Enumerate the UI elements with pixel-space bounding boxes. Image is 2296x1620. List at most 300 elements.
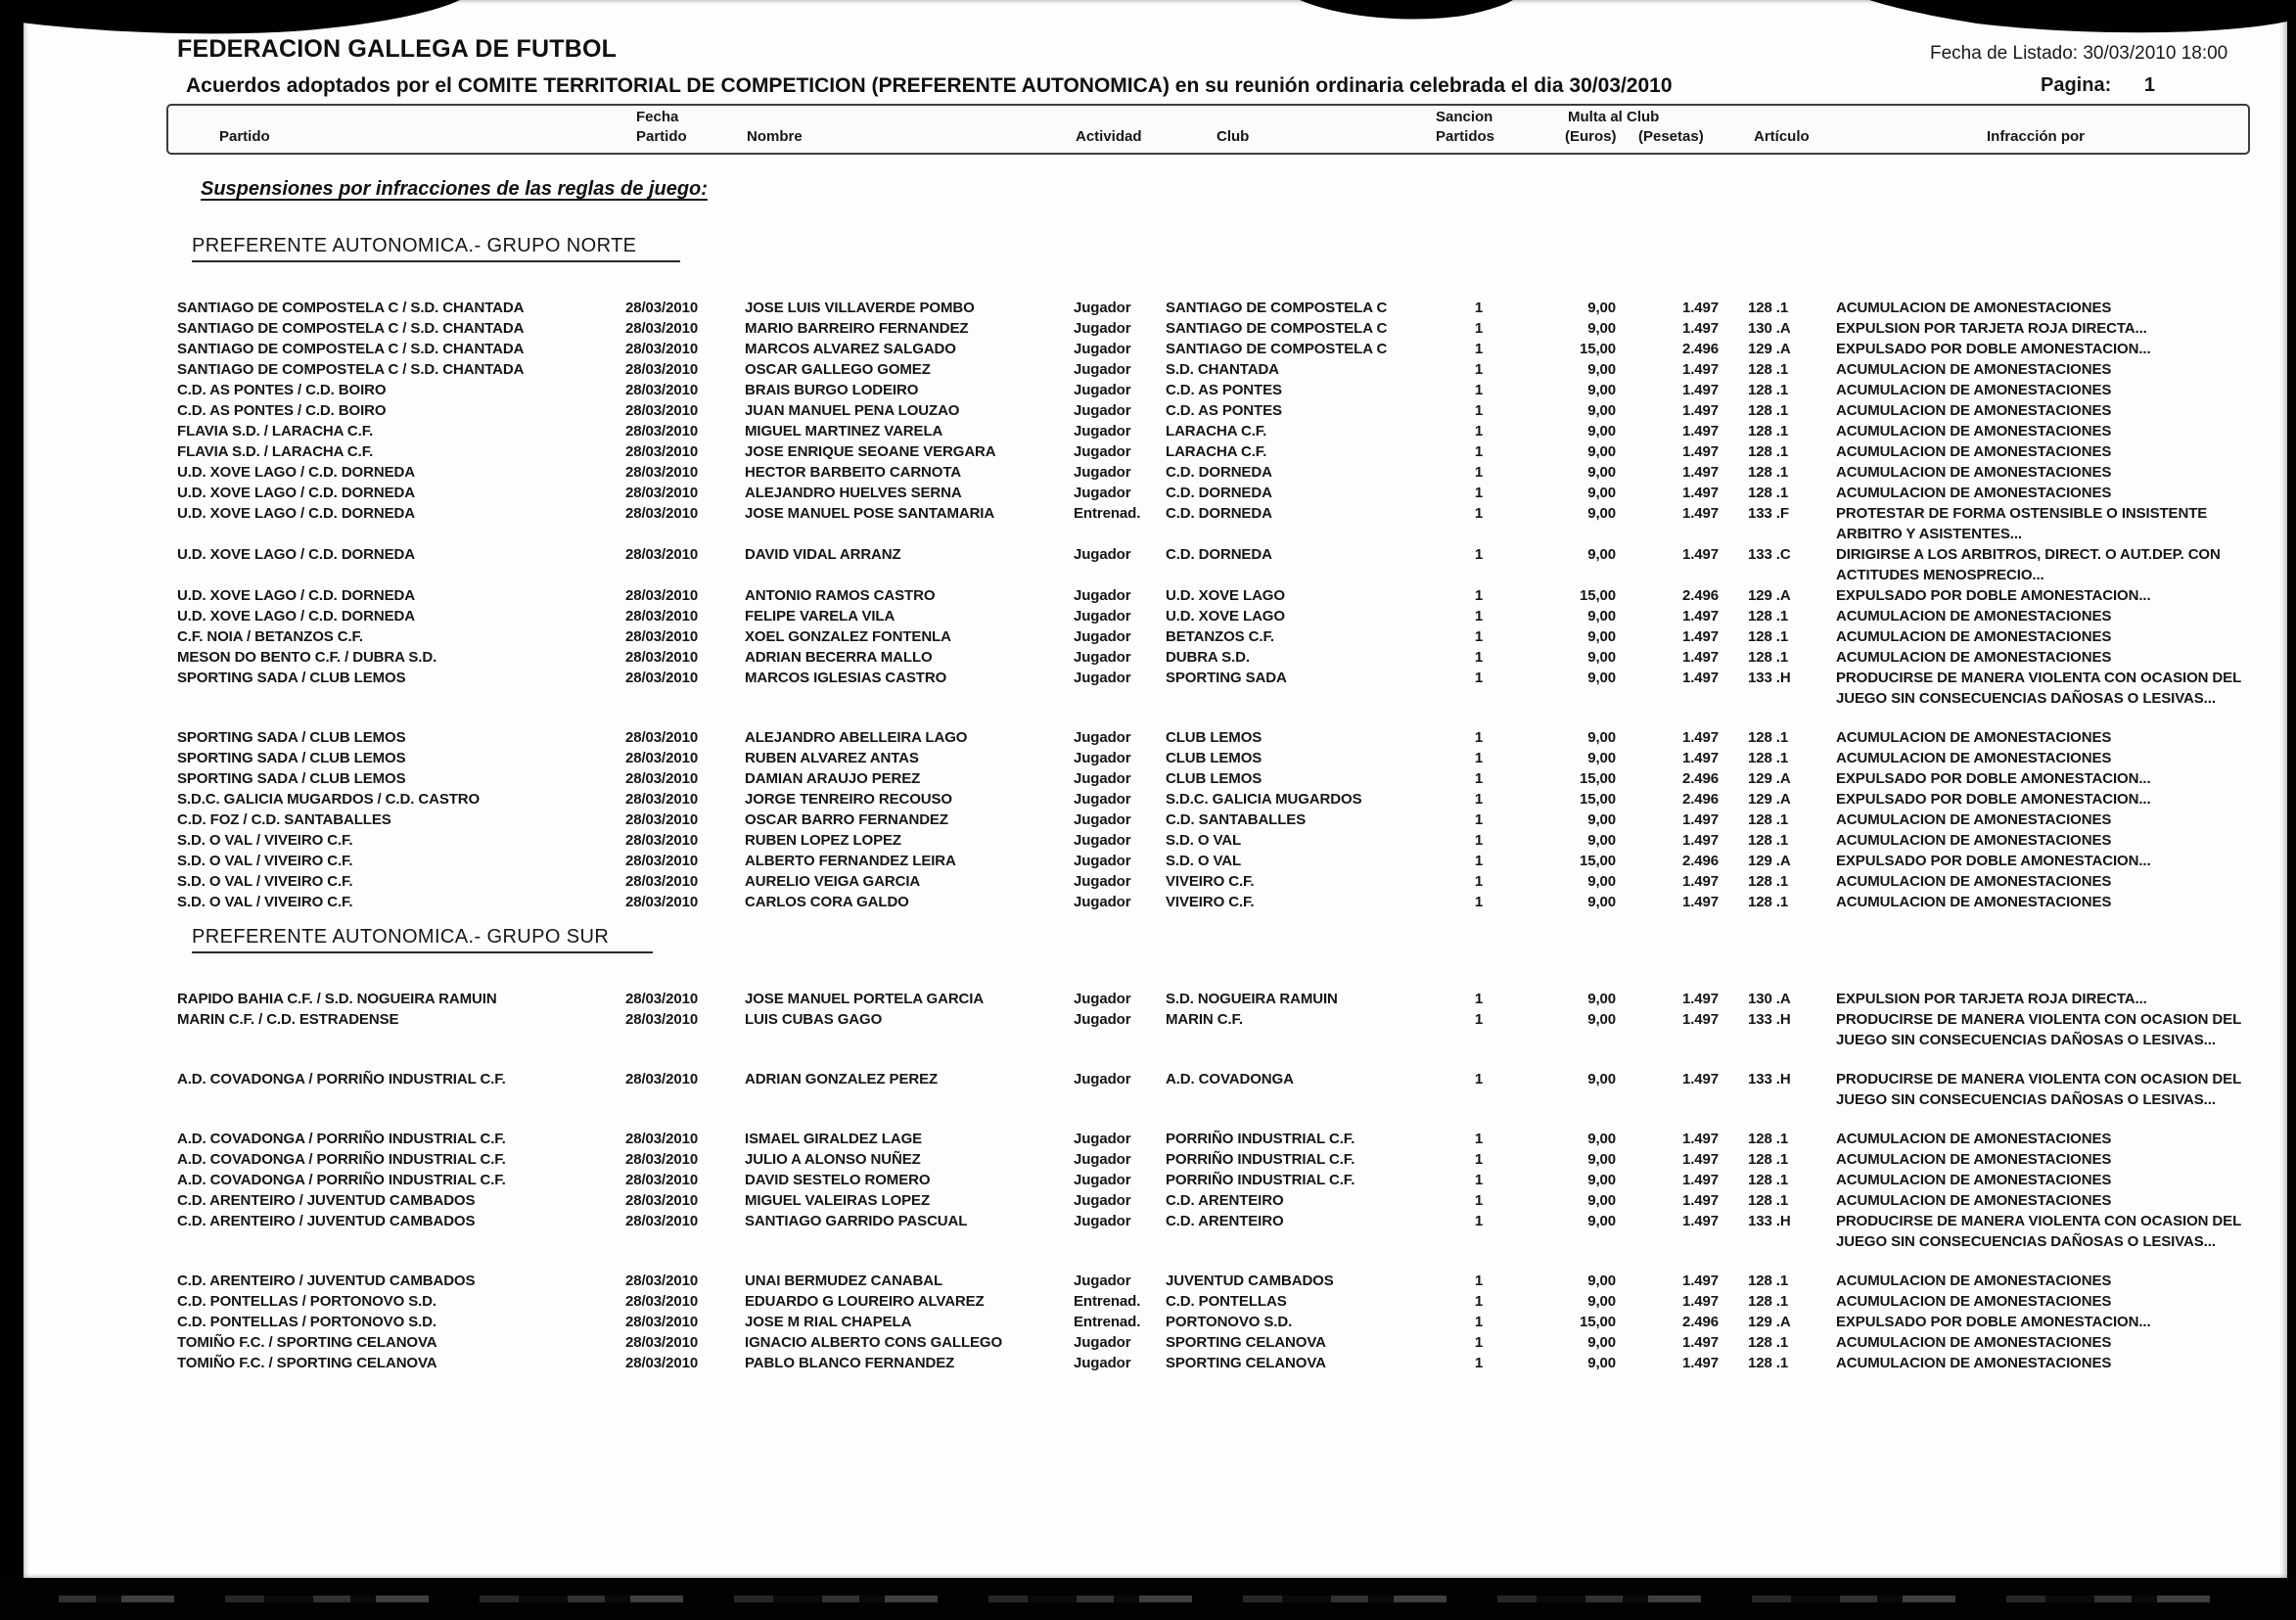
table-row [177,1291,2281,1312]
cell-fecha-partido: 28/03/2010 [625,1293,699,1310]
cell-multa-pesetas: 1.497 [1681,811,1719,828]
cell-sancion-partidos: 1 [1474,729,1484,746]
cell-sancion-partidos: 1 [1474,873,1484,890]
cell-club: SANTIAGO DE COMPOSTELA C [1166,300,1388,316]
cell-infraccion: ACUMULACION DE AMONESTACIONES [1836,485,2112,501]
cell-multa-euros: 9,00 [1587,382,1616,398]
cell-articulo: 128 .1 [1748,1151,1789,1168]
cell-actividad: Jugador [1074,649,1131,666]
cell-multa-euros: 9,00 [1587,546,1616,563]
table-row [177,585,2281,606]
cell-club: C.D. DORNEDA [1166,464,1272,481]
cell-sancion-partidos: 1 [1474,1334,1484,1351]
cell-nombre: JOSE MANUEL POSE SANTAMARIA [745,505,995,522]
cell-fecha-partido: 28/03/2010 [625,587,699,604]
cell-nombre: JORGE TENREIRO RECOUSO [745,791,952,808]
cell-fecha-partido: 28/03/2010 [625,505,699,522]
cell-partido: MESON DO BENTO C.F. / DUBRA S.D. [177,649,437,666]
cell-infraccion: ACUMULACION DE AMONESTACIONES [1836,729,2112,746]
cell-nombre: MARCOS IGLESIAS CASTRO [745,670,947,686]
cell-partido: C.D. ARENTEIRO / JUVENTUD CAMBADOS [177,1213,476,1229]
cell-articulo: 129 .A [1748,853,1791,869]
cell-partido: C.D. FOZ / C.D. SANTABALLES [177,811,391,828]
cell-club: S.D. O VAL [1166,832,1242,849]
cell-fecha-partido: 28/03/2010 [625,750,699,766]
cell-sancion-partidos: 1 [1474,811,1484,828]
cell-nombre: ALBERTO FERNANDEZ LEIRA [745,853,956,869]
cell-infraccion: PROTESTAR DE FORMA OSTENSIBLE O INSISTENTE ARBITRO Y ASISTENTES... [1836,505,2208,542]
cell-articulo: 133 .F [1748,505,1789,522]
cell-infraccion: ACUMULACION DE AMONESTACIONES [1836,1172,2112,1188]
cell-multa-euros: 9,00 [1587,750,1616,766]
cell-club: SANTIAGO DE COMPOSTELA C [1166,341,1388,357]
cell-sancion-partidos: 1 [1474,1151,1484,1168]
cell-fecha-partido: 28/03/2010 [625,670,699,686]
cell-fecha-partido: 28/03/2010 [625,811,699,828]
page-indicator [2041,74,2155,97]
cell-actividad: Jugador [1074,546,1131,563]
cell-nombre: OSCAR BARRO FERNANDEZ [745,811,948,828]
cell-multa-pesetas: 1.497 [1681,505,1719,522]
cell-infraccion: ACUMULACION DE AMONESTACIONES [1836,300,2112,316]
cell-articulo: 128 .1 [1748,628,1789,645]
cell-nombre: UNAI BERMUDEZ CANABAL [745,1273,943,1289]
cell-actividad: Jugador [1074,991,1131,1007]
cell-partido: U.D. XOVE LAGO / C.D. DORNEDA [177,587,415,604]
cell-infraccion: ACUMULACION DE AMONESTACIONES [1836,464,2112,481]
cell-club: SPORTING CELANOVA [1166,1355,1326,1371]
col-multa-line1: Multa al Club [1568,109,1660,125]
cell-multa-euros: 9,00 [1587,670,1616,686]
table-row [177,1170,2281,1190]
cell-multa-euros: 9,00 [1587,1151,1616,1168]
cell-multa-euros: 9,00 [1587,873,1616,890]
document-subtitle: Acuerdos adoptados por el COMITE TERRITORIAL DE COMPETICION (PREFERENTE AUTONOMICA) en su reunión ordinaria celebrada el dia 30/03/2010 [186,74,1673,97]
cell-articulo: 129 .A [1748,770,1791,787]
col-sancion-line2: Partidos [1436,128,1495,145]
cell-sancion-partidos: 1 [1474,832,1484,849]
cell-infraccion: ACUMULACION DE AMONESTACIONES [1836,1151,2112,1168]
cell-fecha-partido: 28/03/2010 [625,300,699,316]
cell-nombre: ADRIAN GONZALEZ PEREZ [745,1071,939,1088]
cell-partido: A.D. COVADONGA / PORRIÑO INDUSTRIAL C.F. [177,1071,506,1088]
cell-actividad: Jugador [1074,402,1131,419]
cell-infraccion: EXPULSADO POR DOBLE AMONESTACION... [1836,587,2151,604]
cell-articulo: 133 .H [1748,1071,1791,1088]
cell-sancion-partidos: 1 [1474,300,1484,316]
table-row [177,810,2281,830]
cell-multa-pesetas: 1.497 [1681,1293,1719,1310]
cell-partido: C.D. AS PONTES / C.D. BOIRO [177,382,387,398]
listing-date: Fecha de Listado: 30/03/2010 18:00 [1930,43,2228,64]
cell-fecha-partido: 28/03/2010 [625,320,699,337]
cell-multa-pesetas: 1.497 [1681,649,1719,666]
cell-actividad: Jugador [1074,1071,1131,1088]
cell-multa-pesetas: 1.497 [1681,1273,1719,1289]
cell-club: CLUB LEMOS [1166,750,1263,766]
cell-fecha-partido: 28/03/2010 [625,649,699,666]
cell-multa-pesetas: 1.497 [1681,1355,1719,1371]
cell-multa-pesetas: 1.497 [1681,1192,1719,1209]
cell-sancion-partidos: 1 [1474,1011,1484,1028]
cell-fecha-partido: 28/03/2010 [625,341,699,357]
cell-multa-pesetas: 1.497 [1681,1071,1719,1088]
cell-multa-pesetas: 1.497 [1681,1151,1719,1168]
cell-articulo: 128 .1 [1748,443,1789,460]
cell-partido: RAPIDO BAHIA C.F. / S.D. NOGUEIRA RAMUIN [177,991,497,1007]
cell-articulo: 128 .1 [1748,382,1789,398]
cell-sancion-partidos: 1 [1474,1172,1484,1188]
cell-articulo: 128 .1 [1748,1355,1789,1371]
cell-multa-euros: 9,00 [1587,320,1616,337]
cell-fecha-partido: 28/03/2010 [625,443,699,460]
cell-actividad: Jugador [1074,853,1131,869]
cell-nombre: RUBEN LOPEZ LOPEZ [745,832,901,849]
cell-multa-euros: 9,00 [1587,1273,1616,1289]
cell-actividad: Jugador [1074,1172,1131,1188]
cell-sancion-partidos: 1 [1474,402,1484,419]
cell-sancion-partidos: 1 [1474,505,1484,522]
table-row [177,544,2281,585]
cell-club: S.D. CHANTADA [1166,361,1279,378]
table-row [177,339,2281,359]
cell-articulo: 128 .1 [1748,485,1789,501]
cell-sancion-partidos: 1 [1474,443,1484,460]
cell-nombre: ANTONIO RAMOS CASTRO [745,587,936,604]
cell-fecha-partido: 28/03/2010 [625,608,699,625]
cell-infraccion: EXPULSION POR TARJETA ROJA DIRECTA... [1836,991,2147,1007]
cell-multa-euros: 9,00 [1587,300,1616,316]
cell-multa-euros: 9,00 [1587,423,1616,440]
cell-actividad: Jugador [1074,1011,1131,1028]
cell-club: LARACHA C.F. [1166,443,1267,460]
cell-articulo: 133 .H [1748,1011,1791,1028]
cell-multa-euros: 9,00 [1587,1213,1616,1229]
table-row [177,1353,2281,1373]
cell-multa-euros: 15,00 [1579,1314,1616,1330]
page-number: 1 [2143,74,2155,96]
cell-fecha-partido: 28/03/2010 [625,1192,699,1209]
cell-infraccion: ACUMULACION DE AMONESTACIONES [1836,894,2112,910]
cell-nombre: DAMIAN ARAUJO PEREZ [745,770,921,787]
cell-club: S.D.C. GALICIA MUGARDOS [1166,791,1362,808]
cell-actividad: Jugador [1074,729,1131,746]
cell-multa-pesetas: 1.497 [1681,1213,1719,1229]
cell-sancion-partidos: 1 [1474,423,1484,440]
cell-fecha-partido: 28/03/2010 [625,546,699,563]
cell-nombre: ALEJANDRO ABELLEIRA LAGO [745,729,968,746]
cell-multa-pesetas: 2.496 [1681,770,1719,787]
cell-multa-pesetas: 1.497 [1681,361,1719,378]
cell-partido: U.D. XOVE LAGO / C.D. DORNEDA [177,608,415,625]
cell-partido: FLAVIA S.D. / LARACHA C.F. [177,443,374,460]
group-heading-text: PREFERENTE AUTONOMICA.- GRUPO NORTE [192,235,680,262]
cell-multa-euros: 9,00 [1587,1293,1616,1310]
cell-nombre: JULIO A ALONSO NUÑEZ [745,1151,921,1168]
cell-infraccion: ACUMULACION DE AMONESTACIONES [1836,1192,2112,1209]
cell-club: PORRIÑO INDUSTRIAL C.F. [1166,1151,1355,1168]
cell-club: MARIN C.F. [1166,1011,1243,1028]
cell-fecha-partido: 28/03/2010 [625,1213,699,1229]
cell-fecha-partido: 28/03/2010 [625,464,699,481]
cell-multa-pesetas: 1.497 [1681,750,1719,766]
cell-actividad: Jugador [1074,341,1131,357]
table-row [177,1129,2281,1149]
cell-sancion-partidos: 1 [1474,1213,1484,1229]
cell-articulo: 128 .1 [1748,750,1789,766]
cell-articulo: 128 .1 [1748,1293,1789,1310]
cell-multa-pesetas: 2.496 [1681,587,1719,604]
cell-multa-pesetas: 1.497 [1681,423,1719,440]
table-row [177,768,2281,789]
cell-partido: U.D. XOVE LAGO / C.D. DORNEDA [177,485,415,501]
sanctions-table [177,235,2281,1373]
cell-articulo: 128 .1 [1748,608,1789,625]
cell-multa-euros: 9,00 [1587,1192,1616,1209]
cell-nombre: RUBEN ALVAREZ ANTAS [745,750,919,766]
cell-club: PORTONOVO S.D. [1166,1314,1293,1330]
cell-club: CLUB LEMOS [1166,729,1263,746]
table-row [177,871,2281,892]
table-row [177,1332,2281,1353]
cell-fecha-partido: 28/03/2010 [625,853,699,869]
table-row [177,318,2281,339]
cell-partido: TOMIÑO F.C. / SPORTING CELANOVA [177,1334,437,1351]
cell-partido: C.D. AS PONTES / C.D. BOIRO [177,402,387,419]
cell-nombre: ALEJANDRO HUELVES SERNA [745,485,962,501]
cell-articulo: 129 .A [1748,791,1791,808]
cell-articulo: 128 .1 [1748,1131,1789,1147]
cell-fecha-partido: 28/03/2010 [625,1071,699,1088]
col-actividad: Actividad [1076,128,1142,145]
cell-fecha-partido: 28/03/2010 [625,894,699,910]
cell-infraccion: ACUMULACION DE AMONESTACIONES [1836,1293,2112,1310]
cell-sancion-partidos: 1 [1474,341,1484,357]
cell-partido: U.D. XOVE LAGO / C.D. DORNEDA [177,546,415,563]
cell-multa-euros: 9,00 [1587,628,1616,645]
cell-club: C.D. DORNEDA [1166,546,1272,563]
cell-articulo: 129 .A [1748,587,1791,604]
cell-partido: SPORTING SADA / CLUB LEMOS [177,729,406,746]
cell-actividad: Jugador [1074,443,1131,460]
cell-actividad: Jugador [1074,485,1131,501]
cell-infraccion: ACUMULACION DE AMONESTACIONES [1836,1334,2112,1351]
cell-infraccion: EXPULSADO POR DOBLE AMONESTACION... [1836,1314,2151,1330]
cell-club: C.D. AS PONTES [1166,402,1282,419]
cell-infraccion: EXPULSION POR TARJETA ROJA DIRECTA... [1836,320,2147,337]
cell-articulo: 128 .1 [1748,649,1789,666]
cell-multa-euros: 9,00 [1587,729,1616,746]
cell-multa-pesetas: 1.497 [1681,1172,1719,1188]
table-row [177,441,2281,462]
cell-multa-pesetas: 1.497 [1681,894,1719,910]
table-row [177,1009,2281,1050]
cell-partido: S.D.C. GALICIA MUGARDOS / C.D. CASTRO [177,791,481,808]
col-sancion-line1: Sancion [1436,109,1493,125]
cell-partido: SANTIAGO DE COMPOSTELA C / S.D. CHANTADA [177,320,525,337]
cell-infraccion: DIRIGIRSE A LOS ARBITROS, DIRECT. O AUT.DEP. CON ACTITUDES MENOSPRECIO... [1836,546,2221,583]
cell-nombre: DAVID SESTELO ROMERO [745,1172,931,1188]
cell-multa-euros: 9,00 [1587,894,1616,910]
cell-multa-euros: 9,00 [1587,811,1616,828]
cell-nombre: LUIS CUBAS GAGO [745,1011,883,1028]
cell-club: C.D. DORNEDA [1166,485,1272,501]
cell-multa-euros: 15,00 [1579,341,1616,357]
cell-multa-euros: 9,00 [1587,505,1616,522]
cell-partido: C.D. ARENTEIRO / JUVENTUD CAMBADOS [177,1273,476,1289]
cell-partido: C.D. ARENTEIRO / JUVENTUD CAMBADOS [177,1192,476,1209]
cell-articulo: 129 .A [1748,1314,1791,1330]
cell-actividad: Jugador [1074,750,1131,766]
cell-club: U.D. XOVE LAGO [1166,587,1285,604]
cell-articulo: 128 .1 [1748,832,1789,849]
cell-partido: S.D. O VAL / VIVEIRO C.F. [177,873,353,890]
cell-articulo: 128 .1 [1748,873,1789,890]
cell-partido: MARIN C.F. / C.D. ESTRADENSE [177,1011,399,1028]
table-row [177,789,2281,810]
cell-fecha-partido: 28/03/2010 [625,628,699,645]
cell-multa-pesetas: 1.497 [1681,670,1719,686]
cell-club: JUVENTUD CAMBADOS [1166,1273,1334,1289]
cell-nombre: FELIPE VARELA VILA [745,608,895,625]
cell-sancion-partidos: 1 [1474,320,1484,337]
cell-infraccion: ACUMULACION DE AMONESTACIONES [1836,1131,2112,1147]
cell-sancion-partidos: 1 [1474,853,1484,869]
cell-nombre: MIGUEL VALEIRAS LOPEZ [745,1192,931,1209]
cell-actividad: Jugador [1074,1273,1131,1289]
cell-multa-pesetas: 1.497 [1681,546,1719,563]
col-partido: Partido [219,128,270,145]
cell-fecha-partido: 28/03/2010 [625,1314,699,1330]
cell-nombre: OSCAR GALLEGO GOMEZ [745,361,931,378]
cell-multa-pesetas: 1.497 [1681,873,1719,890]
cell-sancion-partidos: 1 [1474,382,1484,398]
cell-multa-pesetas: 1.497 [1681,300,1719,316]
cell-sancion-partidos: 1 [1474,628,1484,645]
col-multa-pesetas: (Pesetas) [1638,128,1704,145]
table-row [177,989,2281,1009]
table-row [177,1190,2281,1211]
cell-fecha-partido: 28/03/2010 [625,1172,699,1188]
cell-infraccion: ACUMULACION DE AMONESTACIONES [1836,832,2112,849]
cell-club: VIVEIRO C.F. [1166,873,1255,890]
cell-fecha-partido: 28/03/2010 [625,1131,699,1147]
cell-nombre: AURELIO VEIGA GARCIA [745,873,921,890]
col-club: Club [1217,128,1250,145]
cell-multa-euros: 9,00 [1587,1131,1616,1147]
cell-multa-pesetas: 1.497 [1681,464,1719,481]
cell-articulo: 130 .A [1748,991,1791,1007]
cell-actividad: Jugador [1074,811,1131,828]
cell-multa-pesetas: 1.497 [1681,628,1719,645]
cell-actividad: Jugador [1074,587,1131,604]
col-fecha-line2: Partido [636,128,687,145]
cell-infraccion: PRODUCIRSE DE MANERA VIOLENTA CON OCASION DEL JUEGO SIN CONSECUENCIAS DAÑOSAS O LESIVAS... [1836,670,2241,707]
cell-sancion-partidos: 1 [1474,770,1484,787]
cell-nombre: ADRIAN BECERRA MALLO [745,649,933,666]
table-row [177,400,2281,421]
cell-nombre: CARLOS CORA GALDO [745,894,909,910]
cell-multa-euros: 9,00 [1587,1172,1616,1188]
cell-sancion-partidos: 1 [1474,670,1484,686]
cell-sancion-partidos: 1 [1474,1131,1484,1147]
cell-multa-euros: 9,00 [1587,991,1616,1007]
cell-partido: SPORTING SADA / CLUB LEMOS [177,750,406,766]
cell-actividad: Jugador [1074,1192,1131,1209]
cell-multa-euros: 9,00 [1587,464,1616,481]
cell-club: DUBRA S.D. [1166,649,1250,666]
cell-club: PORRIÑO INDUSTRIAL C.F. [1166,1131,1355,1147]
cell-multa-pesetas: 1.497 [1681,832,1719,849]
cell-nombre: JUAN MANUEL PENA LOUZAO [745,402,960,419]
cell-infraccion: ACUMULACION DE AMONESTACIONES [1836,1355,2112,1371]
cell-partido: A.D. COVADONGA / PORRIÑO INDUSTRIAL C.F. [177,1131,506,1147]
cell-actividad: Jugador [1074,423,1131,440]
cell-articulo: 133 .H [1748,670,1791,686]
table-row [177,298,2281,318]
cell-actividad: Jugador [1074,894,1131,910]
cell-infraccion: ACUMULACION DE AMONESTACIONES [1836,382,2112,398]
cell-articulo: 128 .1 [1748,1273,1789,1289]
cell-multa-pesetas: 1.497 [1681,1011,1719,1028]
col-articulo: Artículo [1754,128,1810,145]
organization-title: FEDERACION GALLEGA DE FUTBOL [177,35,618,63]
cell-actividad: Jugador [1074,1151,1131,1168]
cell-club: C.D. AS PONTES [1166,382,1282,398]
cell-multa-pesetas: 2.496 [1681,1314,1719,1330]
cell-sancion-partidos: 1 [1474,1314,1484,1330]
cell-club: SPORTING CELANOVA [1166,1334,1326,1351]
cell-partido: C.D. PONTELLAS / PORTONOVO S.D. [177,1293,436,1310]
cell-fecha-partido: 28/03/2010 [625,382,699,398]
cell-articulo: 133 .H [1748,1213,1791,1229]
cell-sancion-partidos: 1 [1474,1355,1484,1371]
cell-sancion-partidos: 1 [1474,1273,1484,1289]
cell-partido: S.D. O VAL / VIVEIRO C.F. [177,853,353,869]
cell-sancion-partidos: 1 [1474,1192,1484,1209]
table-row [177,626,2281,647]
cell-club: C.D. DORNEDA [1166,505,1272,522]
cell-fecha-partido: 28/03/2010 [625,1151,699,1168]
cell-partido: A.D. COVADONGA / PORRIÑO INDUSTRIAL C.F. [177,1172,506,1188]
cell-nombre: IGNACIO ALBERTO CONS GALLEGO [745,1334,1003,1351]
cell-sancion-partidos: 1 [1474,485,1484,501]
cell-club: BETANZOS C.F. [1166,628,1274,645]
cell-infraccion: ACUMULACION DE AMONESTACIONES [1836,649,2112,666]
table-row [177,727,2281,748]
section-title: Suspensiones por infracciones de las reglas de juego: [201,178,708,200]
cell-partido: S.D. O VAL / VIVEIRO C.F. [177,832,353,849]
cell-multa-euros: 9,00 [1587,1355,1616,1371]
cell-multa-euros: 9,00 [1587,1071,1616,1088]
table-header [166,104,2250,155]
cell-infraccion: ACUMULACION DE AMONESTACIONES [1836,443,2112,460]
cell-multa-euros: 9,00 [1587,649,1616,666]
cell-actividad: Jugador [1074,320,1131,337]
table-row [177,1312,2281,1332]
cell-articulo: 128 .1 [1748,361,1789,378]
cell-multa-pesetas: 1.497 [1681,485,1719,501]
cell-multa-pesetas: 1.497 [1681,382,1719,398]
cell-actividad: Jugador [1074,670,1131,686]
cell-nombre: EDUARDO G LOUREIRO ALVAREZ [745,1293,985,1310]
cell-infraccion: ACUMULACION DE AMONESTACIONES [1836,361,2112,378]
table-row [177,1149,2281,1170]
cell-nombre: HECTOR BARBEITO CARNOTA [745,464,962,481]
cell-actividad: Entrenad. [1074,1314,1141,1330]
cell-multa-euros: 15,00 [1579,791,1616,808]
cell-infraccion: ACUMULACION DE AMONESTACIONES [1836,750,2112,766]
